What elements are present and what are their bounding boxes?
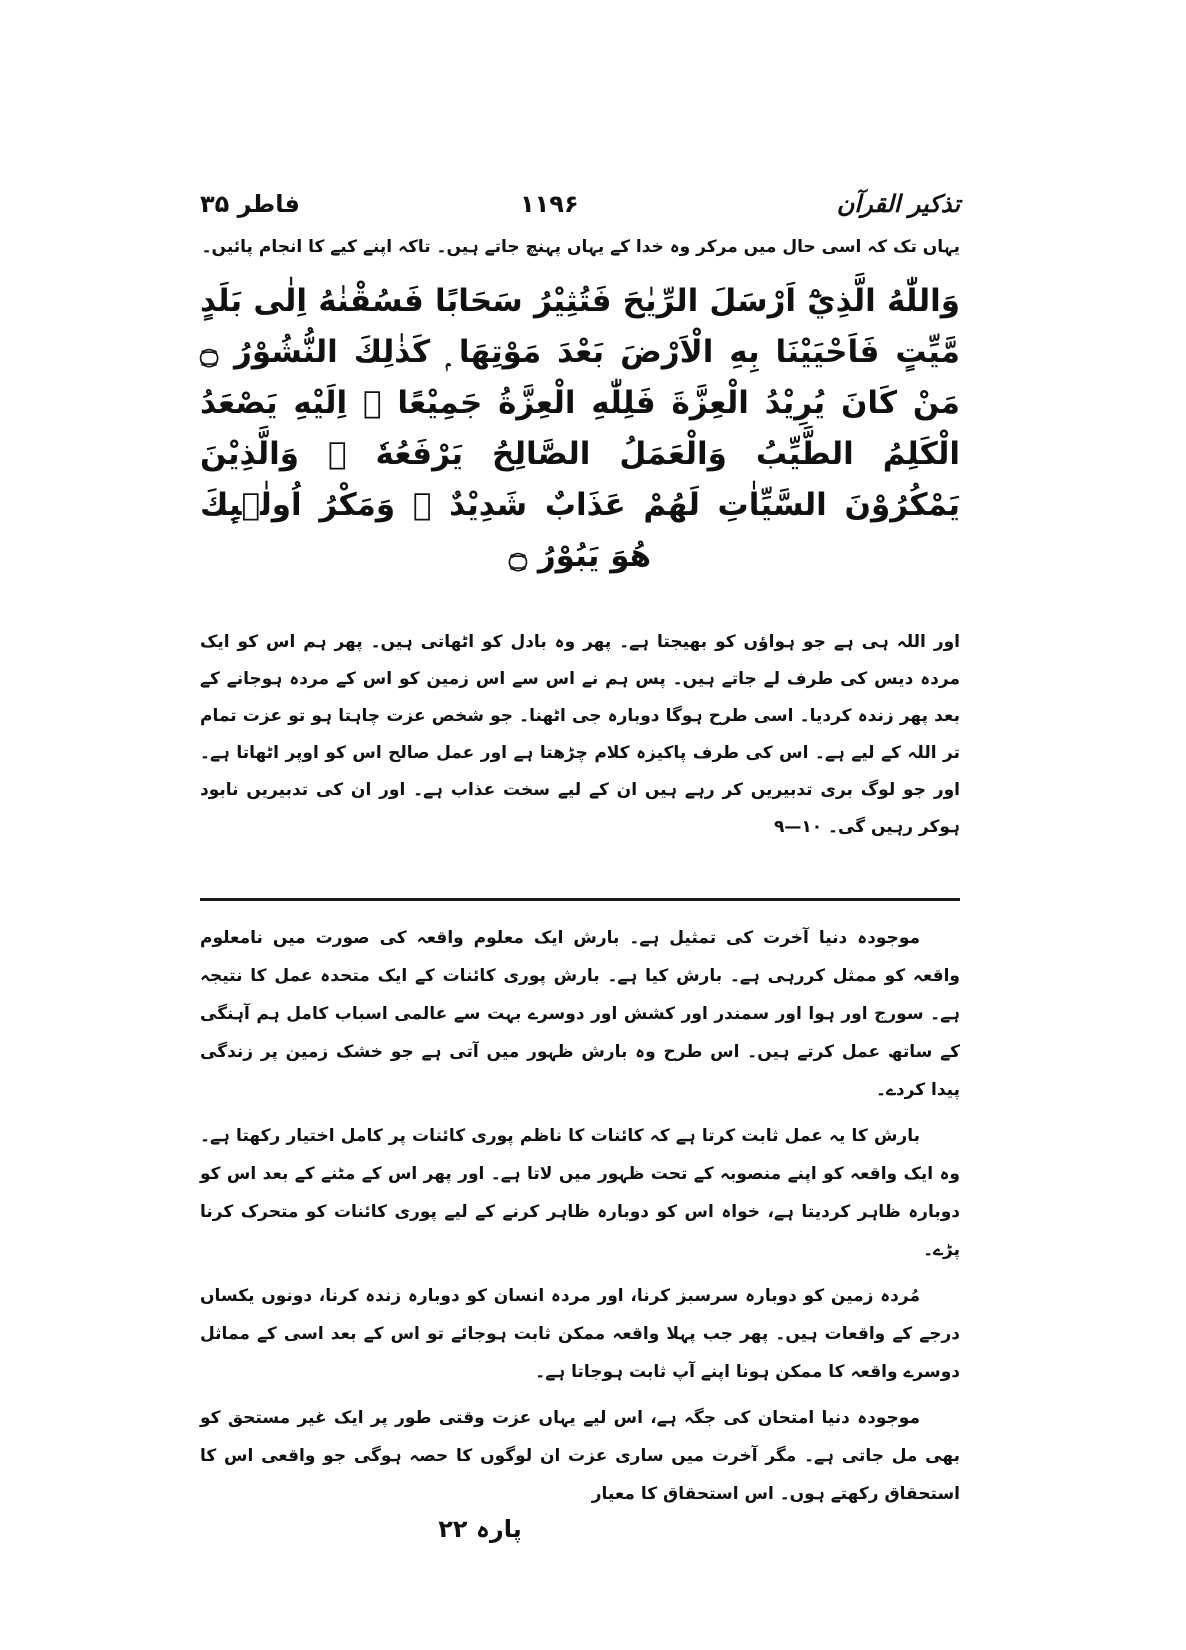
book-title: تذکیر القرآن xyxy=(836,190,960,218)
verse-translation xyxy=(200,624,960,846)
commentary-paragraph: بارش کا یہ عمل ثابت کرتا ہے کہ کائنات کا ناظم پوری کائنات پر کامل اختیار رکھتا ہے۔ وہ ایک واقعہ کو اپنے منصوبہ کے تحت ظہور میں لاتا ہے۔ اور پھر اس کے مٹنے کے بعد اس کو دوبارہ ظاہر کردیتا ہے، خواہ اس کو دوبارہ ظاہر کرنے کے لیے پوری کائنات کو متحرک کرنا پڑے۔ xyxy=(200,1126,960,1260)
section-divider xyxy=(200,898,960,901)
surah-label: فاطر ۳۵ xyxy=(200,190,300,218)
arabic-verse: وَاللّٰهُ الَّذِيْٓ اَرْسَلَ الرِّيٰحَ فَتُثِيْرُ سَحَابًا فَسُقْنٰهُ اِلٰى بَلَدٍ مَّيِّتٍ فَاَحْيَيْنَا بِهِ الْاَرْضَ بَعْدَ مَوْتِهَا ۭ كَذٰلِكَ النُّشُوْرُ ۝ مَنْ كَانَ يُرِيْدُ الْعِزَّةَ فَلِلّٰهِ الْعِزَّةُ جَمِيْعًا ۭ اِلَيْهِ يَصْعَدُ الْكَلِمُ الطَّيِّبُ وَالْعَمَلُ الصَّالِحُ يَرْفَعُهٗ ۭ وَالَّذِيْنَ يَمْكُرُوْنَ السَّيِّاٰتِ لَهُمْ عَذَابٌ شَدِيْدٌ ۭ وَمَكْرُ اُولٰۗىِٕكَ هُوَ يَبُوْرُ ۝ xyxy=(200,283,960,574)
book-page xyxy=(200,190,960,1543)
page-number: ۱۱۹۶ xyxy=(520,190,579,218)
page-header xyxy=(200,190,960,232)
para-footer: پارہ ۲۲ xyxy=(438,1515,522,1543)
continued-text: یہاں تک کہ اسی حال میں مرکر وہ خدا کے یہاں پہنچ جاتے ہیں۔ تاکہ اپنے کیے کا انجام پائیں۔ xyxy=(201,237,960,257)
commentary-paragraph: موجودہ دنیا آخرت کی تمثیل ہے۔ بارش ایک معلوم واقعہ کی صورت میں نامعلوم واقعہ کو ممثل کررہی ہے۔ بارش کیا ہے۔ بارش پوری کائنات کے ایک متحدہ عمل کا نتیجہ ہے۔ سورج اور ہوا اور سمندر اور کشش اور دوسرے بہت سے عالمی اسباب کامل ہم آہنگی کے ساتھ عمل کرتے ہیں۔ اس طرح وہ بارش ظہور میں آتی ہے جو خشک زمین پر زندگی پیدا کردے۔ xyxy=(200,928,960,1100)
commentary-paragraph: مُردہ زمین کو دوبارہ سرسبز کرنا، اور مردہ انسان کو دوبارہ زندہ کرنا، دونوں یکساں درجے کے واقعات ہیں۔ پھر جب پہلا واقعہ ممکن ثابت ہوجائے تو اس کے بعد اسی کے مماثل دوسرے واقعہ کا ممکن ہونا اپنے آپ ثابت ہوجاتا ہے۔ xyxy=(200,1286,960,1382)
translation-text: اور اللہ ہی ہے جو ہواؤں کو بھیجتا ہے۔ پھر وہ بادل کو اٹھاتی ہیں۔ پھر ہم اس کو ایک مردہ دیس کی طرف لے جاتے ہیں۔ پس ہم نے اس سے اس زمین کو اس کے مردہ ہوجانے کے بعد پھر زندہ کردیا۔ اسی طرح ہوگا دوبارہ جی اٹھنا۔ جو شخص عزت چاہتا ہو تو عزت تمام تر اللہ کے لیے ہے۔ اس کی طرف پاکیزہ کلام چڑھتا ہے اور عمل صالح اس کو اوپر اٹھاتا ہے۔ اور جو لوگ بری تدبیریں کر رہے ہیں ان کے لیے سخت عذاب ہے۔ اور ان کی تدبیریں نابود ہوکر رہیں گی۔ ۱۰—۹ xyxy=(200,632,960,837)
commentary xyxy=(200,919,960,1513)
commentary-paragraph: موجودہ دنیا امتحان کی جگہ ہے، اس لیے یہاں عزت وقتی طور پر ایک غیر مستحق کو بھی مل جاتی ہے۔ مگر آخرت میں ساری عزت ان لوگوں کا حصہ ہوگی جو واقعی اس کا استحقاق رکھتے ہوں۔ اس استحقاق کا معیار xyxy=(200,1408,960,1504)
